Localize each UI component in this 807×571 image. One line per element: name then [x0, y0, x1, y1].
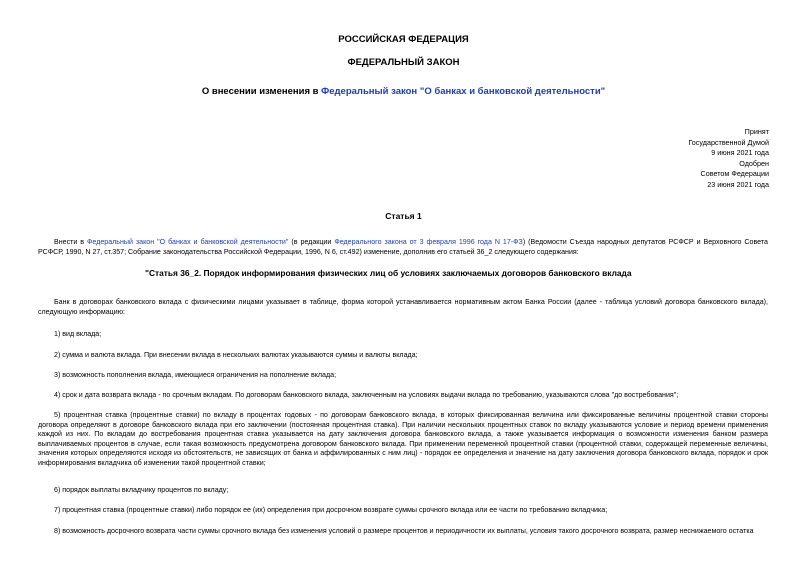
list-item-4: 4) срок и дата возврата вклада - по срочным вкладам. По договорам банковского вклада, заключенным на условиях выдачи вклада по требованию, указываются слова "до востребования"; — [54, 391, 679, 399]
article-intro — [38, 238, 768, 257]
law-title — [0, 86, 807, 97]
law-type-heading: ФЕДЕРАЛЬНЫЙ ЗАКОН — [347, 57, 460, 68]
article-title: Статья 1 — [385, 211, 422, 221]
list-item-1: 1) вид вклада; — [54, 330, 102, 338]
list-item-5: 5) процентная ставка (процентные ставки) по вкладу в процентах годовых - по договорам банковского вклада, в которых фиксированная величина или фиксированные величины процентной ставки стороны договора определяют в договоре банковского вклада при его заключении (постоянная процентная ставка). При наличии нескольких процентных ставок по вкладу указываются условие и период времени применения каждой из них. По вкладам до востребования процентная ставка указывается на дату заключения договора банковского вклада, а также указывается информация о возможности изменения банком размера выплачиваемых процентов в случае, если такая возможность предусмотрена договором банковского вклада. При применении переменной процентной ставки (процентной ставки, содержащей переменные величины, значения которых определяются исходя из обстоятельств, не зависящих от банка и аффилированных с ним лиц) - порядок ее определения и значение на дату заключения договора банковского вклада, порядок и срок информирования вкладчика об изменении такой процентной ставки; — [38, 411, 768, 467]
list-item-3: 3) возможность пополнения вклада, имеющиеся ограничения на пополнение вклада; — [54, 371, 337, 379]
adopted-label: Принят — [744, 127, 769, 136]
approved-label: Одобрен — [739, 158, 769, 168]
adoption-info — [569, 127, 769, 190]
law-title-prefix: О внесении изменения в — [201, 86, 322, 97]
intro-link-law[interactable]: Федеральный закон "О банках и банковской деятельности" — [87, 238, 289, 246]
article-subtitle: "Статья 36_2. Порядок информирования физических лиц об условиях заключаемых договоров банковского вклада — [145, 268, 632, 278]
list-item-7: 7) процентная ставка (процентные ставки) либо порядок ее (их) определения при досрочном возврате суммы срочного вклада или ее части по требованию вкладчика; — [54, 506, 608, 514]
law-title-link[interactable]: Федеральный закон "О банках и банковской деятельности" — [321, 86, 606, 97]
list-item-8: 8) возможность досрочного возврата части суммы срочного вклада без изменения условий о размере процентов и периодичности их выплаты, условия такого досрочного возврата, размер неснижаемого остатка — [54, 527, 754, 535]
intro-post: ) (Ведомости Съезда народных депутатов РСФСР и Верховного Совета РСФСР, 1990, N 27, ст.357; Собрание законодательства Российской Федерации, 1996, N 6, ст.492) изменение, дополнив его статьей 36_2 следующего содержания: — [38, 238, 768, 256]
list-item-2: 2) сумма и валюта вклада. При внесении вклада в нескольких валютах указываются суммы и валюты вклада; — [54, 351, 418, 359]
federation-heading: РОССИЙСКАЯ ФЕДЕРАЦИЯ — [338, 34, 469, 45]
list-item-6: 6) порядок выплаты вкладчику процентов по вкладу; — [54, 486, 229, 494]
intro-link-amendment[interactable]: Федерального закона от 3 февраля 1996 года N 17-ФЗ — [334, 238, 523, 246]
adopted-by: Государственной Думой — [688, 137, 769, 147]
intro-mid: (в редакции — [288, 238, 335, 246]
adopted-date: 9 июня 2021 года — [711, 148, 769, 157]
approved-by: Советом Федерации — [700, 169, 769, 178]
approved-date: 23 июня 2021 года — [707, 179, 769, 189]
intro-pre: Внести в — [54, 238, 88, 246]
paragraph-intro: Банк в договорах банковского вклада с физическими лицами указывает в таблице, форма которой устанавливается нормативным актом Банка России (далее - таблица условий договора банковского вклада), следующую информацию: — [38, 298, 768, 316]
